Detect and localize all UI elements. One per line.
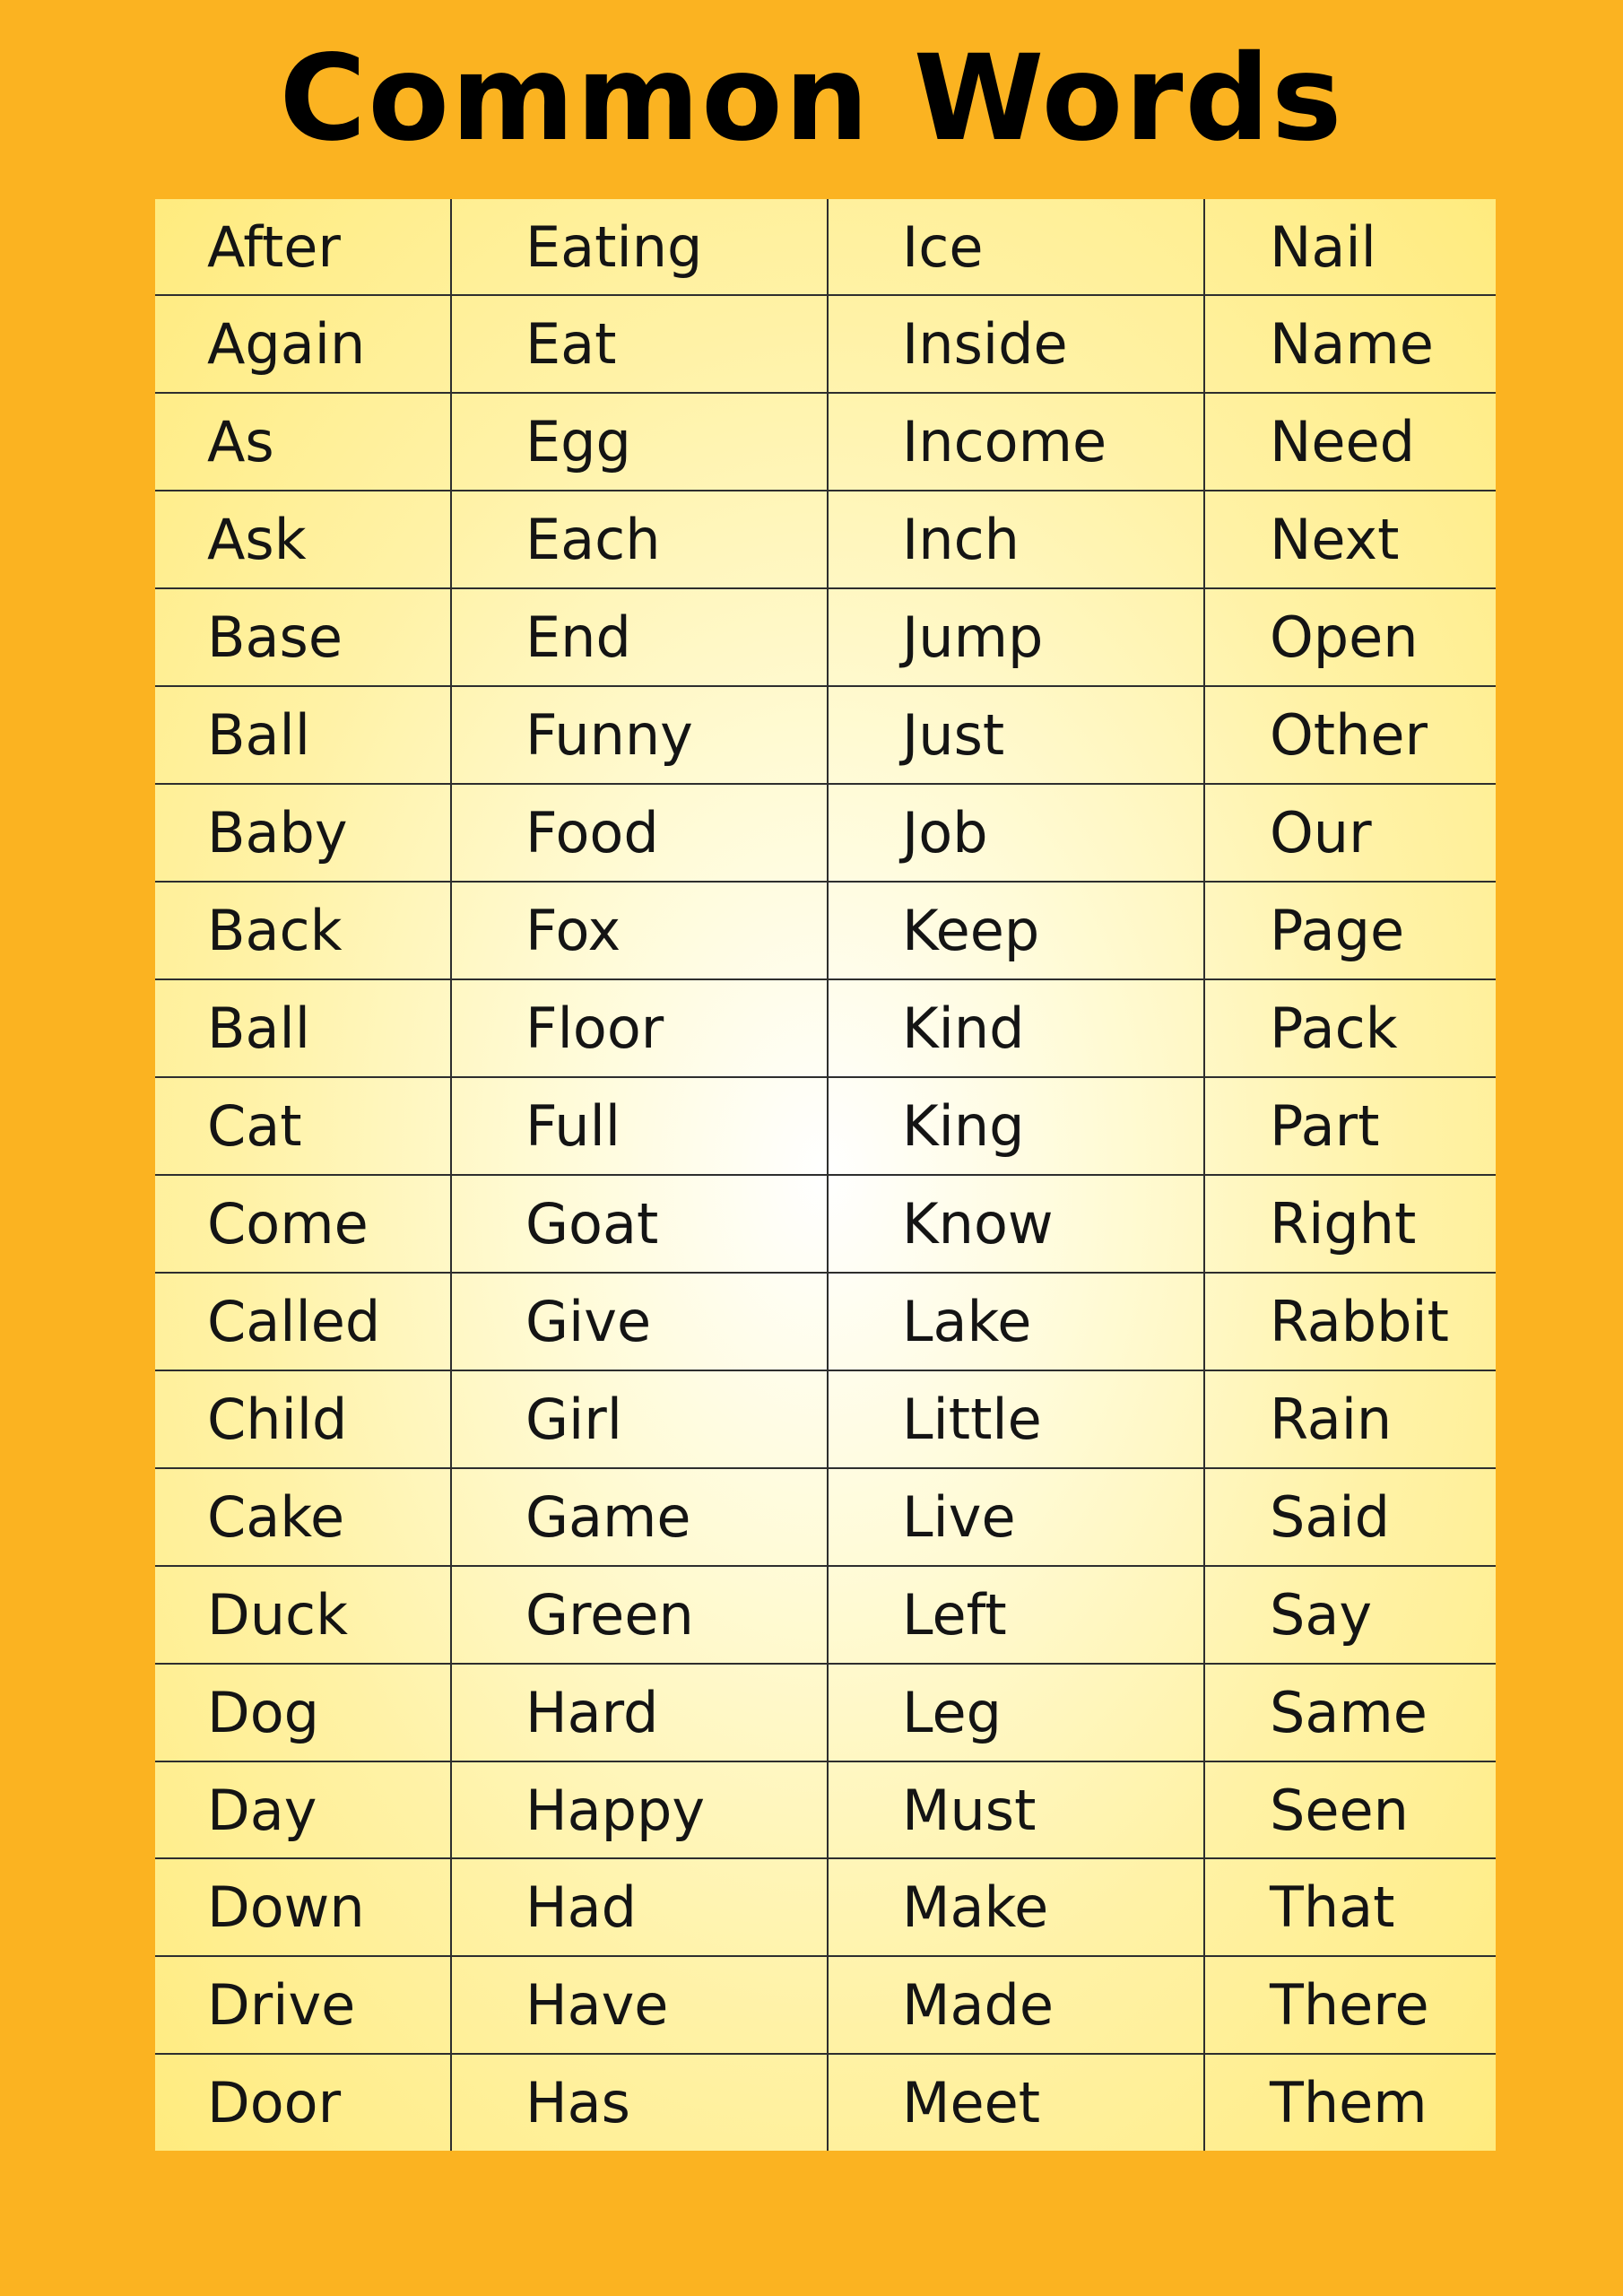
table-row <box>155 1273 1496 1370</box>
word-cell: Goat <box>451 1175 828 1273</box>
word-cell: Base <box>155 588 451 686</box>
word-table <box>155 199 1496 2151</box>
word-cell: Name <box>1204 295 1496 393</box>
word-cell: Give <box>451 1273 828 1370</box>
word-cell: Rabbit <box>1204 1273 1496 1370</box>
word-cell: Said <box>1204 1468 1496 1566</box>
word-cell: Down <box>155 1858 451 1956</box>
word-cell: Income <box>828 393 1204 491</box>
word-cell: Fox <box>451 882 828 979</box>
word-cell: Hard <box>451 1664 828 1761</box>
word-cell: Rain <box>1204 1370 1496 1468</box>
table-row <box>155 1077 1496 1175</box>
word-cell: Lake <box>828 1273 1204 1370</box>
word-cell: Drive <box>155 1956 451 2054</box>
table-row <box>155 1664 1496 1761</box>
word-cell: Kind <box>828 979 1204 1077</box>
word-cell: Green <box>451 1566 828 1664</box>
word-cell: Door <box>155 2054 451 2151</box>
word-cell: There <box>1204 1956 1496 2054</box>
table-row <box>155 1566 1496 1664</box>
word-cell: Again <box>155 295 451 393</box>
word-table-body <box>155 199 1496 2151</box>
word-cell: Make <box>828 1858 1204 1956</box>
word-cell: Right <box>1204 1175 1496 1273</box>
table-row <box>155 1858 1496 1956</box>
word-cell: Know <box>828 1175 1204 1273</box>
word-cell: Open <box>1204 588 1496 686</box>
word-cell: Each <box>451 491 828 588</box>
word-cell: Cake <box>155 1468 451 1566</box>
word-cell: That <box>1204 1858 1496 1956</box>
word-cell: Back <box>155 882 451 979</box>
word-cell: Full <box>451 1077 828 1175</box>
word-cell: Job <box>828 784 1204 882</box>
word-cell: Left <box>828 1566 1204 1664</box>
word-cell: End <box>451 588 828 686</box>
word-cell: Need <box>1204 393 1496 491</box>
word-table-panel <box>155 199 1496 2151</box>
table-row <box>155 1761 1496 1859</box>
table-row <box>155 882 1496 979</box>
word-cell: Other <box>1204 686 1496 784</box>
table-row <box>155 1370 1496 1468</box>
word-cell: Little <box>828 1370 1204 1468</box>
word-cell: Seen <box>1204 1761 1496 1859</box>
word-cell: Say <box>1204 1566 1496 1664</box>
word-cell: Nail <box>1204 199 1496 295</box>
word-cell: Eating <box>451 199 828 295</box>
word-cell: Same <box>1204 1664 1496 1761</box>
table-row <box>155 393 1496 491</box>
word-cell: Eat <box>451 295 828 393</box>
word-cell: Baby <box>155 784 451 882</box>
word-cell: Our <box>1204 784 1496 882</box>
word-cell: Them <box>1204 2054 1496 2151</box>
table-row <box>155 784 1496 882</box>
word-cell: Made <box>828 1956 1204 2054</box>
table-row <box>155 1468 1496 1566</box>
word-cell: Girl <box>451 1370 828 1468</box>
table-row <box>155 1956 1496 2054</box>
word-cell: Ball <box>155 686 451 784</box>
word-cell: Inch <box>828 491 1204 588</box>
word-cell: Duck <box>155 1566 451 1664</box>
word-cell: Leg <box>828 1664 1204 1761</box>
table-row <box>155 2054 1496 2151</box>
word-cell: Keep <box>828 882 1204 979</box>
word-cell: Cat <box>155 1077 451 1175</box>
table-row <box>155 295 1496 393</box>
word-cell: Have <box>451 1956 828 2054</box>
word-cell: Dog <box>155 1664 451 1761</box>
table-row <box>155 1175 1496 1273</box>
word-cell: Live <box>828 1468 1204 1566</box>
word-cell: Has <box>451 2054 828 2151</box>
word-cell: Called <box>155 1273 451 1370</box>
word-cell: Child <box>155 1370 451 1468</box>
table-row <box>155 979 1496 1077</box>
word-cell: Game <box>451 1468 828 1566</box>
word-cell: Page <box>1204 882 1496 979</box>
word-cell: After <box>155 199 451 295</box>
word-cell: Come <box>155 1175 451 1273</box>
word-cell: Day <box>155 1761 451 1859</box>
word-cell: Ball <box>155 979 451 1077</box>
word-cell: Floor <box>451 979 828 1077</box>
word-cell: Must <box>828 1761 1204 1859</box>
table-row <box>155 686 1496 784</box>
word-cell: Ask <box>155 491 451 588</box>
word-cell: Food <box>451 784 828 882</box>
word-cell: Had <box>451 1858 828 1956</box>
table-row <box>155 199 1496 295</box>
word-cell: King <box>828 1077 1204 1175</box>
word-cell: Just <box>828 686 1204 784</box>
word-cell: Part <box>1204 1077 1496 1175</box>
word-cell: Egg <box>451 393 828 491</box>
word-cell: Happy <box>451 1761 828 1859</box>
word-cell: As <box>155 393 451 491</box>
word-cell: Pack <box>1204 979 1496 1077</box>
word-cell: Inside <box>828 295 1204 393</box>
table-row <box>155 588 1496 686</box>
word-cell: Ice <box>828 199 1204 295</box>
word-cell: Jump <box>828 588 1204 686</box>
word-cell: Next <box>1204 491 1496 588</box>
word-cell: Meet <box>828 2054 1204 2151</box>
word-cell: Funny <box>451 686 828 784</box>
page-title: Common Words <box>279 30 1344 168</box>
table-row <box>155 491 1496 588</box>
